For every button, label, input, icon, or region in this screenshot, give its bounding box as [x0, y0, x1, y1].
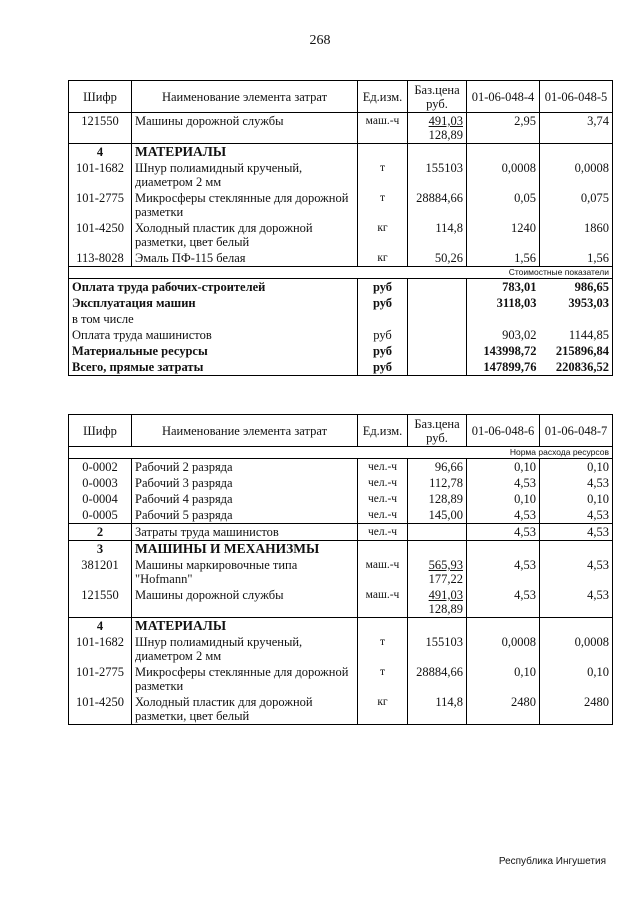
- table-cell: 2480: [467, 694, 540, 725]
- table-cell: 4,53: [467, 475, 540, 491]
- table-cell: 121550: [69, 587, 132, 618]
- table-cell: 4: [69, 144, 132, 161]
- table-cell: чел.-ч: [358, 491, 408, 507]
- header-code: Шифр: [69, 415, 132, 447]
- table-cell: Шнур полиамидный крученый, диаметром 2 мм: [132, 634, 358, 664]
- table-cell: 2: [69, 524, 132, 541]
- table-cell: МАШИНЫ И МЕХАНИЗМЫ: [132, 541, 358, 558]
- table-cell: 101-2775: [69, 190, 132, 220]
- table-cell: в том числе: [69, 311, 358, 327]
- table-row: [69, 664, 613, 694]
- table-cell: 3118,03: [496, 296, 537, 310]
- footer-region: Республика Ингушетия: [498, 856, 606, 867]
- table-cell: 143998,72: [483, 344, 537, 358]
- page-number: 268: [309, 33, 331, 48]
- table-row: 121550 Машины дорожной службы маш.-ч 491,03 128,89 2,95 3,74: [69, 113, 613, 144]
- table-cell: 0,0008: [467, 634, 540, 664]
- table-cell: маш.-ч: [358, 113, 408, 144]
- table-cell: Микросферы стеклянные для дорожной разметки: [132, 190, 358, 220]
- table-cell: 0,10: [540, 491, 613, 507]
- total-row: [69, 359, 613, 376]
- table-row: [69, 160, 613, 190]
- table-cell: 0,05: [467, 190, 540, 220]
- table-cell: 28884,66: [408, 190, 467, 220]
- total-row: [69, 343, 613, 359]
- table-cell: Шнур полиамидный крученый, диаметром 2 мм: [132, 160, 358, 190]
- table-cell: 50,26: [408, 250, 467, 267]
- table-cell: 114,8: [408, 220, 467, 250]
- table-cell: кг: [358, 694, 408, 725]
- table-cell: т: [358, 634, 408, 664]
- cost-table-2: [68, 414, 613, 725]
- table-cell: 28884,66: [408, 664, 467, 694]
- total-row: [69, 327, 613, 343]
- header-unit: Ед.изм.: [358, 415, 408, 447]
- section-row-machinists: [69, 524, 613, 541]
- table-cell: 3953,03: [540, 295, 613, 311]
- header-base-price: Баз.цена руб.: [408, 415, 467, 447]
- table-cell: 101-1682: [69, 634, 132, 664]
- table-row: [69, 250, 613, 267]
- table-cell: Эксплуатация машин: [69, 295, 358, 311]
- total-row: [69, 295, 613, 311]
- table-cell: 1,56: [467, 250, 540, 267]
- table-row: [69, 634, 613, 664]
- table-cell: 101-4250: [69, 694, 132, 725]
- cost-indicators-subheader: [69, 267, 613, 279]
- section-heading-materials: [69, 144, 613, 161]
- table-cell: Эмаль ПФ-115 белая: [132, 250, 358, 267]
- table-cell: Машины дорожной службы: [132, 587, 358, 618]
- table-cell: 4,53: [467, 524, 540, 541]
- table-cell: руб: [358, 279, 408, 296]
- table-cell: кг: [358, 250, 408, 267]
- table-cell: 3: [69, 541, 132, 558]
- table-cell: кг: [358, 220, 408, 250]
- table-cell: 112,78: [408, 475, 467, 491]
- table-cell: 121550: [69, 113, 132, 144]
- total-row: [69, 311, 613, 327]
- table-cell: чел.-ч: [358, 524, 408, 541]
- table-cell: чел.-ч: [358, 475, 408, 491]
- table-cell: Машины маркировочные типа "Hofmann": [132, 557, 358, 587]
- table-cell: 4,53: [467, 507, 540, 524]
- table-cell: 986,65: [540, 279, 613, 296]
- table-cell: 145,00: [408, 507, 467, 524]
- table-cell: 2480: [540, 694, 613, 725]
- section-heading-materials: [69, 618, 613, 635]
- table-cell: 155103: [408, 160, 467, 190]
- table-cell: [540, 311, 613, 327]
- table-cell: 0-0005: [69, 507, 132, 524]
- table-cell: 4,53: [467, 557, 540, 587]
- header-col5: 01-06-048-4: [467, 81, 540, 113]
- table-cell: Рабочий 5 разряда: [132, 507, 358, 524]
- table-cell: 0,10: [540, 459, 613, 476]
- table-cell: 2,95: [467, 113, 540, 144]
- header-col5: 01-06-048-6: [467, 415, 540, 447]
- table-cell: 4,53: [540, 475, 613, 491]
- table-cell: 4,53: [467, 587, 540, 618]
- table-cell: 0,10: [467, 491, 540, 507]
- table-cell: 1,56: [540, 250, 613, 267]
- table-cell: Холодный пластик для дорожной разметки, цвет белый: [132, 694, 358, 725]
- table-cell: Микросферы стеклянные для дорожной разметки: [132, 664, 358, 694]
- table-cell: Стоимостные показатели: [467, 267, 613, 279]
- table-cell: 0,0008: [467, 160, 540, 190]
- table-cell: т: [358, 190, 408, 220]
- header-name: Наименование элемента затрат: [132, 81, 358, 113]
- table-cell: маш.-ч: [358, 587, 408, 618]
- table-cell: Холодный пластик для дорожной разметки, цвет белый: [132, 220, 358, 250]
- table-row: [69, 694, 613, 725]
- cost-table-1: [68, 80, 613, 376]
- table-cell: 96,66: [408, 459, 467, 476]
- table-cell: 381201: [69, 557, 132, 587]
- header-code: Шифр: [69, 81, 132, 113]
- table-cell: чел.-ч: [358, 459, 408, 476]
- table-cell: 0,10: [467, 664, 540, 694]
- table-cell: Норма расхода ресурсов: [467, 447, 613, 459]
- table-cell: 114,8: [408, 694, 467, 725]
- table-cell: 0,0008: [540, 160, 613, 190]
- table-cell: 1240: [467, 220, 540, 250]
- table-cell: [358, 311, 408, 327]
- table-cell: 0,10: [540, 664, 613, 694]
- table-row: 381201 Машины маркировочные типа "Hofmann" маш.-ч 565,93 177,22 4,53 4,53: [69, 557, 613, 587]
- table-cell: 4,53: [540, 557, 613, 587]
- table-row: [69, 459, 613, 476]
- table-cell: 0-0003: [69, 475, 132, 491]
- table-cell: руб: [358, 295, 408, 311]
- section-heading-machines: [69, 541, 613, 558]
- header-unit: Ед.изм.: [358, 81, 408, 113]
- table-cell: чел.-ч: [358, 507, 408, 524]
- table-row: [69, 220, 613, 250]
- table-cell: [467, 311, 540, 327]
- table-cell: 0,075: [540, 190, 613, 220]
- table-cell: 0,10: [467, 459, 540, 476]
- table-cell: 215896,84: [540, 343, 613, 359]
- table-cell: Рабочий 2 разряда: [132, 459, 358, 476]
- table-row: [69, 475, 613, 491]
- table-cell: 4,53: [540, 587, 613, 618]
- table-row: [69, 190, 613, 220]
- table-cell: руб: [358, 343, 408, 359]
- table-cell: Оплата труда рабочих-строителей: [69, 279, 358, 296]
- table-cell: МАТЕРИАЛЫ: [132, 618, 358, 635]
- header-col6: 01-06-048-7: [540, 415, 613, 447]
- resource-norm-subheader: [69, 447, 613, 459]
- table-cell: МАТЕРИАЛЫ: [132, 144, 358, 161]
- table-cell: Всего, прямые затраты: [69, 359, 358, 376]
- table-cell: т: [358, 664, 408, 694]
- table-cell: 4,53: [540, 524, 613, 541]
- header-col6: 01-06-048-5: [540, 81, 613, 113]
- table-cell: Рабочий 4 разряда: [132, 491, 358, 507]
- table-cell: 1144,85: [540, 327, 613, 343]
- table-cell: маш.-ч: [358, 557, 408, 587]
- table-cell: 147899,76: [467, 359, 540, 376]
- table-cell: 155103: [408, 634, 467, 664]
- header-base-price: Баз.цена руб.: [408, 81, 467, 113]
- table-cell: Затраты труда машинистов: [132, 524, 358, 541]
- table-cell: Машины дорожной службы: [132, 113, 358, 144]
- table-cell: 101-1682: [69, 160, 132, 190]
- table-cell: 0,0008: [540, 634, 613, 664]
- table-row: [69, 491, 613, 507]
- table-cell: т: [358, 160, 408, 190]
- table-cell: руб: [358, 359, 408, 376]
- table-cell: 783,01: [502, 280, 537, 294]
- table-row: [69, 507, 613, 524]
- table-cell: 101-4250: [69, 220, 132, 250]
- table-cell: Материальные ресурсы: [69, 343, 358, 359]
- header-name: Наименование элемента затрат: [132, 415, 358, 447]
- table-cell: 0-0004: [69, 491, 132, 507]
- table-cell: 4: [69, 618, 132, 635]
- table-cell: руб: [358, 327, 408, 343]
- total-row: [69, 279, 613, 296]
- table-cell: 3,74: [540, 113, 613, 144]
- table-row: 121550 Машины дорожной службы маш.-ч 491,03 128,89 4,53 4,53: [69, 587, 613, 618]
- table-cell: 4,53: [540, 507, 613, 524]
- table-cell: 903,02: [502, 328, 537, 342]
- table-cell: Оплата труда машинистов: [69, 327, 358, 343]
- table-cell: 113-8028: [69, 250, 132, 267]
- table-cell: 128,89: [408, 491, 467, 507]
- table-cell: Рабочий 3 разряда: [132, 475, 358, 491]
- table-cell: 1860: [540, 220, 613, 250]
- table-cell: 101-2775: [69, 664, 132, 694]
- table-cell: 220836,52: [540, 359, 613, 376]
- table-cell: 0-0002: [69, 459, 132, 476]
